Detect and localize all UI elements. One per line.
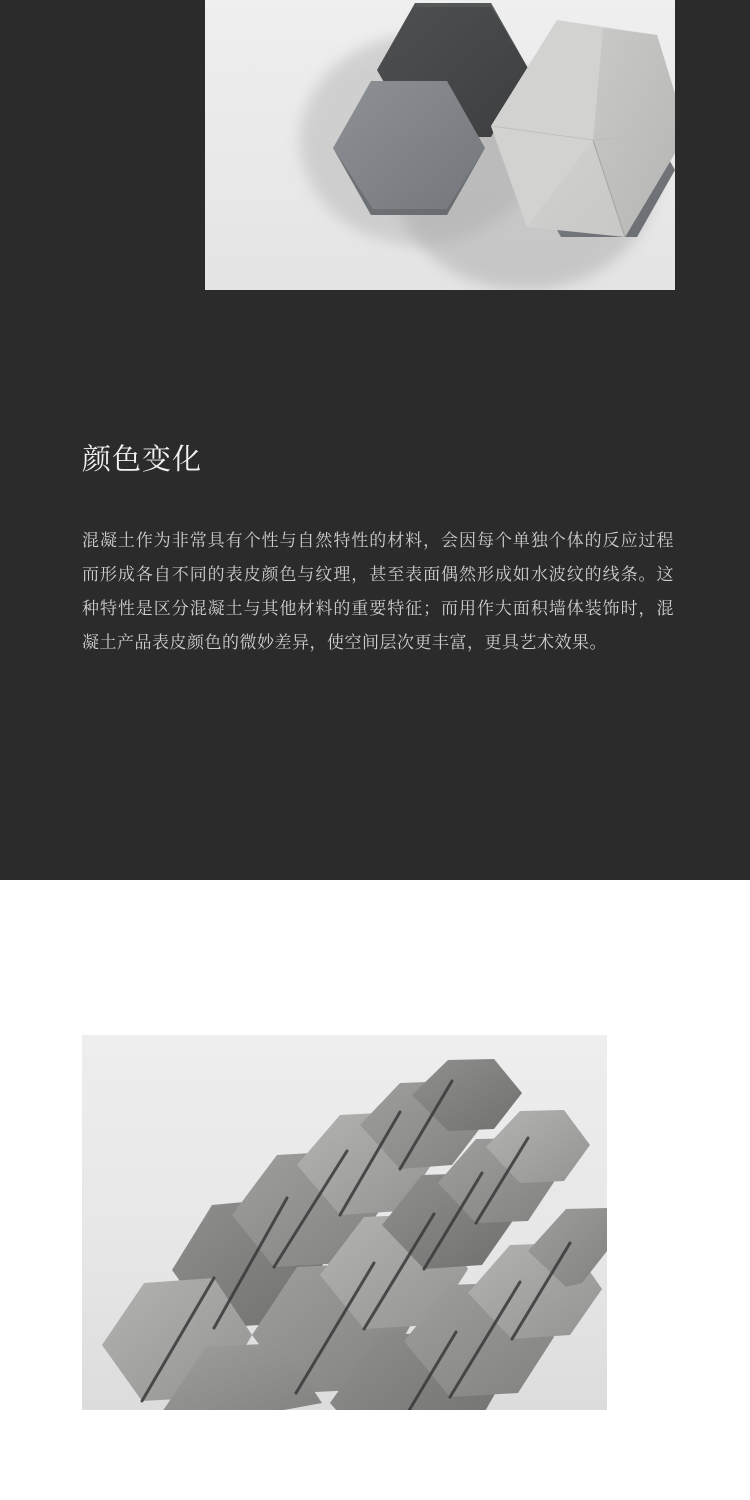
hero-image — [205, 0, 675, 290]
copy-block — [82, 440, 672, 660]
wall-image — [82, 1035, 607, 1410]
hexagon-wall-illustration — [82, 1035, 607, 1410]
page-title: 颜色变化 — [82, 444, 203, 476]
hexagon-tiles-illustration — [205, 0, 675, 290]
body-paragraph: 混凝土作为非常具有个性与自然特性的材料，会因每个单独个体的反应过程而形成各自不同的表皮颜色与纹理，甚至表面偶然形成如水波纹的线条。这种特性是区分混凝土与其他材料的重要特征；而用作大面积墙体装饰时，混凝土产品表皮颜色的微妙差异，使空间层次更丰富，更具艺术效果。 — [82, 531, 674, 652]
